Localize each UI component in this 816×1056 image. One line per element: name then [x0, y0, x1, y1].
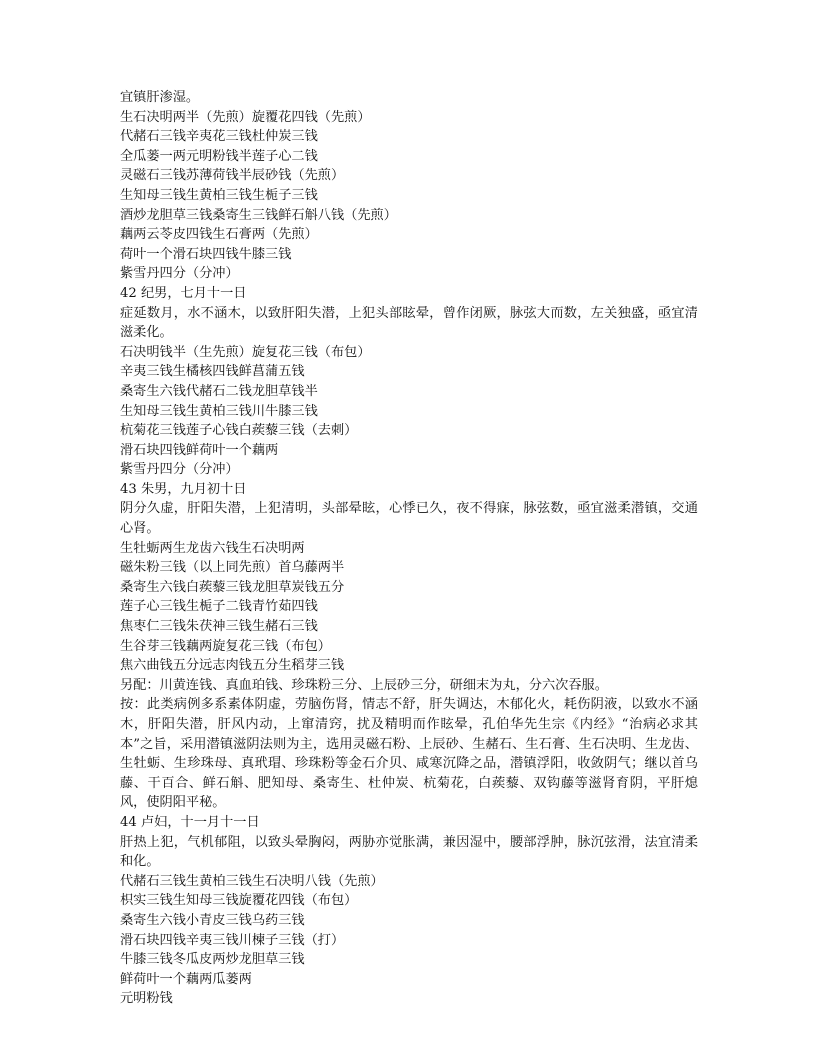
text-line: 桑寄生六钱白蒺藜三钱龙胆草炭钱五分 [120, 579, 345, 595]
text-line: 元明粉钱 [120, 991, 173, 1007]
text-line: 辛夷三钱生橘核四钱鲜菖蒲五钱 [120, 364, 305, 380]
text-paragraph: 肝热上犯，气机郁阻，以致头晕胸闷，两胁亦觉胀满，兼因湿中，腰部浮肿，脉沉弦滑，法宜清柔和化。 [120, 834, 698, 870]
text-line: 磁朱粉三钱（以上同先煎）首乌藤两半 [120, 560, 345, 576]
text-line: 生谷芽三钱藕两旋复花三钱（布包） [120, 638, 331, 654]
text-paragraph: 症延数月，水不涵木，以致肝阳失潜，上犯头部眩晕，曾作闭厥，脉弦大而数，左关独盛，亟宜清滋柔化。 [120, 305, 698, 341]
text-line: 滑石块四钱辛夷三钱川楝子三钱（打） [120, 932, 345, 948]
text-paragraph: 另配：川黄连钱、真血珀钱、珍珠粉三分、上辰砂三分，研细末为丸，分六次吞服。 [120, 677, 608, 693]
text-line: 全瓜蒌一两元明粉钱半莲子心二钱 [120, 148, 318, 164]
text-line: 焦六曲钱五分远志肉钱五分生稻芽三钱 [120, 658, 345, 674]
text-line: 紫雪丹四分（分冲） [120, 266, 239, 282]
text-line: 生知母三钱生黄柏三钱川牛膝三钱 [120, 403, 318, 419]
text-line: 滑石块四钱鲜荷叶一个藕两 [120, 442, 279, 458]
text-line: 莲子心三钱生栀子二钱青竹茹四钱 [120, 599, 318, 615]
text-line: 牛膝三钱冬瓜皮两炒龙胆草三钱 [120, 952, 305, 968]
text-line: 代赭石三钱辛夷花三钱杜仲炭三钱 [120, 129, 318, 145]
text-line: 桑寄生六钱代赭石二钱龙胆草钱半 [120, 383, 318, 399]
text-line: 42 纪男，七月十一日 [120, 285, 247, 301]
text-line: 鲜荷叶一个藕两瓜蒌两 [120, 971, 252, 987]
text-paragraph: 阴分久虚，肝阳失潜，上犯清明，头部晕眩，心悸已久，夜不得寐，脉弦数，亟宜滋柔潜镇，交通心肾。 [120, 501, 698, 537]
text-line: 灵磁石三钱苏薄荷钱半辰砂钱（先煎） [120, 168, 345, 184]
text-paragraph: 按：此类病例多系素体阴虚，劳脑伤肾，情志不舒，肝失调达，木郁化火，耗伤阴液，以致水不涵木，肝阳失潜，肝风内动，上窜清窍，扰及精明而作眩晕，孔伯华先生宗《内经》“治病必求其本”之旨，采用潜镇滋阴法则为主，选用灵磁石粉、上辰砂、生赭石、生石膏、生石决明、生龙齿、生牡蛎、生珍珠母、真玳瑁、珍珠粉等金石介贝、咸寒沉降之品，潜镇浮阳，收敛阴气；继以首乌藤、干百合、鲜石斛、肥知母、桑寄生、杜仲炭、杭菊花，白蒺藜、双钩藤等滋肾育阴，平肝熄风，使阴阳平秘。 [120, 697, 698, 811]
text-line: 43 朱男，九月初十日 [120, 481, 247, 497]
text-line: 石决明钱半（生先煎）旋复花三钱（布包） [120, 344, 371, 360]
text-line: 藕两云苓皮四钱生石膏两（先煎） [120, 227, 318, 243]
text-line: 酒炒龙胆草三钱桑寄生三钱鲜石斛八钱（先煎） [120, 207, 397, 223]
document-page [120, 88, 698, 1009]
text-line: 宜镇肝渗湿。 [120, 90, 200, 105]
text-line: 44 卢妇，十一月十一日 [120, 814, 260, 830]
text-line: 杭菊花三钱莲子心钱白蒺藜三钱（去刺） [120, 423, 358, 439]
text-line: 荷叶一个滑石块四钱牛膝三钱 [120, 246, 292, 262]
text-line: 生知母三钱生黄柏三钱生栀子三钱 [120, 187, 318, 203]
text-line: 生石决明两半（先煎）旋覆花四钱（先煎） [120, 109, 371, 125]
text-line: 焦枣仁三钱朱茯神三钱生赭石三钱 [120, 619, 318, 635]
text-line: 生牡蛎两生龙齿六钱生石决明两 [120, 540, 305, 556]
text-line: 代赭石三钱生黄柏三钱生石决明八钱（先煎） [120, 873, 384, 889]
text-line: 紫雪丹四分（分冲） [120, 462, 239, 478]
text-line: 枳实三钱生知母三钱旋覆花四钱（布包） [120, 893, 358, 909]
text-line: 桑寄生六钱小青皮三钱乌药三钱 [120, 912, 305, 928]
